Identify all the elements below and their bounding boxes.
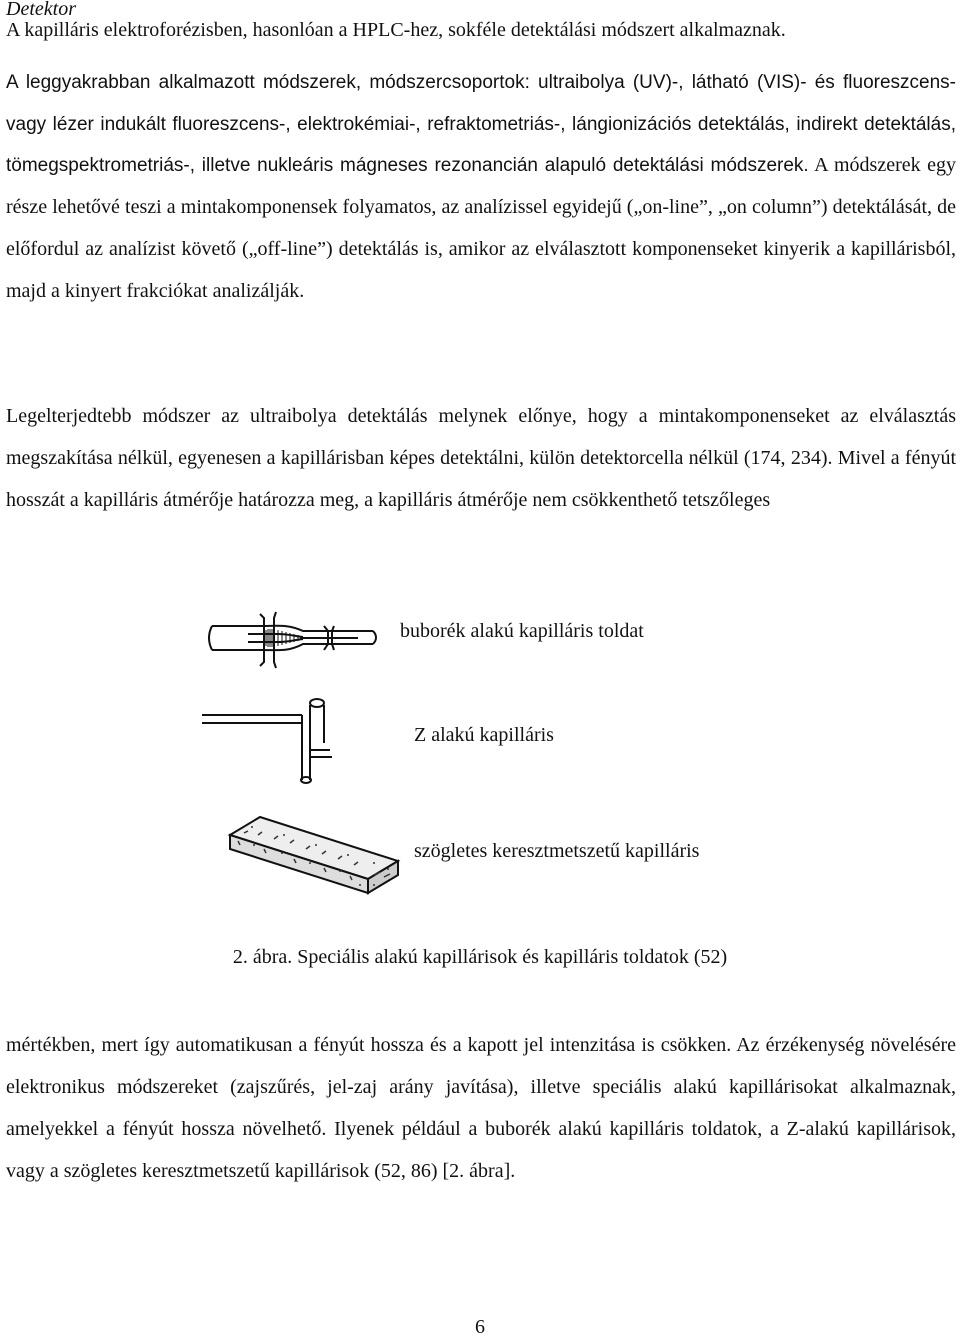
square-capillary-drawing [224, 805, 404, 900]
methods-list-text: A leggyakrabban alkalmazott módszerek, módszercsoportok: ultraibolya (UV)-, látható (VIS)- és fluoreszcens- vagy lézer indukált fluoreszcens-, elektrokémiai-, refraktometriás-, lángionizációs detektálás, indirekt detektálás, tömegspektrometriás-, illetve nukleáris mágneses rezonancián alapuló detektálási módszerek. [6, 72, 956, 177]
bubble-capillary-drawing [208, 604, 378, 674]
figure [0, 590, 960, 990]
methods-paragraph [6, 62, 956, 312]
uv-paragraph: Legelterjedtebb módszer az ultraibolya detektálás melynek előnye, hogy a mintakomponenseket az elválasztás megszakítása nélkül, egyenesen a kapillárisban képes detektálni, külön detektorcella nélkül (174, 234). Mivel a fényút hosszát a kapilláris átmérője határozza meg, a kapilláris átmérője nem csökkenthető tetszőleges [6, 405, 956, 511]
intro-paragraph: A kapilláris elektroforézisben, hasonlóan a HPLC-hez, sokféle detektálási módszert alkalmaznak. [6, 19, 786, 41]
section-heading: Detektor [6, 0, 76, 20]
square-capillary-label: szögletes keresztmetszetű kapilláris [414, 840, 700, 862]
page-number: 6 [475, 1316, 485, 1338]
online-offline-text: A módszerek egy része lehetővé teszi a mintakomponensek folyamatos, az analízissel egyidejű („on-line”, „on column”) detektálását, de előfordul az analízist követő („off-line”) detektálás is, amikor az elválasztott komponenseket kinyerik a kapillárisból, majd a kinyert frakciókat analizálják. [6, 154, 957, 302]
sensitivity-paragraph: mértékben, mert így automatikusan a fényút hossza és a kapott jel intenzitása is csökken. Az érzékenység növelésére elektronikus módszereket (zajszűrés, jel-zaj arány javítása), illetve speciális alakú kapillárisokat alkalmaznak, amelyekkel a fényút hossza növelhető. Ilyenek például a buborék alakú kapilláris toldatok, a Z-alakú kapillárisok, vagy a szögletes keresztmetszetű kapillárisok (52, 86) [2. ábra]. [6, 1034, 956, 1182]
bubble-capillary-label: buborék alakú kapilláris toldat [400, 620, 644, 642]
z-capillary-drawing [198, 695, 338, 785]
figure-caption: 2. ábra. Speciális alakú kapillárisok és kapilláris toldatok (52) [232, 946, 728, 968]
z-capillary-label: Z alakú kapilláris [414, 724, 554, 746]
